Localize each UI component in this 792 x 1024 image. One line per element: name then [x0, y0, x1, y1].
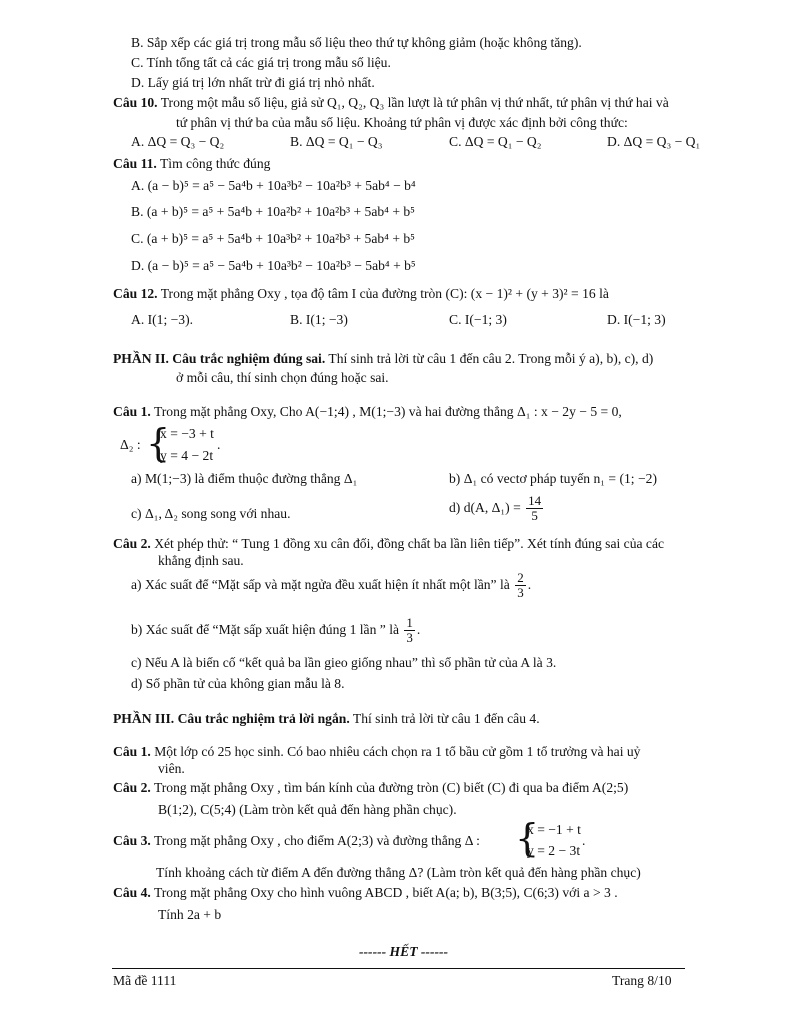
- p2q1-statement-c: c) Δ₁, Δ₂ song song với nhau.: [131, 506, 291, 521]
- p3-question-1-cont: viên.: [158, 761, 185, 776]
- fraction: [526, 494, 543, 524]
- question-label: Câu 3.: [113, 833, 151, 848]
- question-label: Câu 2.: [113, 780, 151, 795]
- q10-option-b: B. ΔQ = Q₁ − Q₃: [290, 134, 383, 149]
- question-label: Câu 1.: [113, 404, 151, 419]
- p2q1-statement-d: [449, 494, 545, 524]
- p2-question-2-cont: khẳng định sau.: [158, 553, 244, 568]
- question-label: Câu 10.: [113, 95, 158, 110]
- question-text: Xét phép thử: “ Tung 1 đồng xu cân đối, đồng chất ba lần liên tiếp”. Xét tính đúng sai của các: [154, 536, 665, 551]
- p2q2-statement-d: d) Số phần tử của không gian mẫu là 8.: [131, 676, 345, 691]
- denominator: 3: [517, 585, 524, 601]
- option-d-line: D. Lấy giá trị lớn nhất trừ đi giá trị nhỏ nhất.: [131, 75, 375, 90]
- p3-question-3: [113, 833, 480, 850]
- delta-end: .: [582, 833, 586, 848]
- question-text: Tìm công thức đúng: [159, 156, 271, 171]
- footer-page-number: Trang 8/10: [612, 973, 672, 988]
- part-title: PHẦN III. Câu trắc nghiệm trả lời ngắn.: [113, 711, 350, 726]
- question-11: [113, 156, 270, 173]
- system-brace: {: [515, 816, 540, 860]
- p3-question-4: [113, 885, 618, 902]
- delta2-eq2: y = 4 − 2t: [160, 448, 214, 463]
- question-label: Câu 1.: [113, 744, 151, 759]
- question-text: Trong mặt phẳng Oxy , cho điểm A(2;3) và đường thẳng Δ :: [153, 833, 480, 848]
- q11-option-b: B. (a + b)⁵ = a⁵ + 5a⁴b + 10a²b² + 10a²b³ + 5ab⁴ + b⁵: [131, 204, 415, 219]
- option-b-line: B. Sắp xếp các giá trị trong mẫu số liệu theo thứ tự không giảm (hoặc không tăng).: [131, 35, 582, 50]
- delta2-end: .: [217, 437, 221, 452]
- question-label: Câu 12.: [113, 286, 158, 301]
- p2-question-2: [113, 536, 664, 553]
- part-instructions: Thí sinh trả lời từ câu 1 đến câu 4.: [352, 711, 540, 726]
- question-12: [113, 286, 609, 303]
- question-text: Trong mặt phẳng Oxy, Cho A(−1;4) , M(1;−3) và hai đường thẳng Δ₁ : x − 2y − 5 = 0,: [153, 404, 622, 419]
- q10-option-c: C. ΔQ = Q₁ − Q₂: [449, 134, 542, 149]
- q11-option-c: C. (a + b)⁵ = a⁵ + 5a⁴b + 10a³b² + 10a²b³ + 5ab⁴ + b⁵: [131, 231, 415, 246]
- part2-instructions-cont: ở mỗi câu, thí sinh chọn đúng hoặc sai.: [176, 370, 389, 385]
- part-instructions: Thí sinh trả lời từ câu 1 đến câu 2. Trong mỗi ý a), b), c), d): [328, 351, 654, 366]
- question-text: Trong một mẫu số liệu, giả sử Q₁, Q₂, Q₃ lần lượt là tứ phân vị thứ nhất, tứ phân vị thứ hai và: [160, 95, 669, 110]
- p3-question-2: [113, 780, 628, 797]
- p3-question-4-cont: Tính 2a + b: [158, 907, 222, 922]
- statement-a-text: a) Xác suất để “Mặt sấp và mặt ngửa đều xuất hiện ít nhất một lần” là: [131, 576, 510, 592]
- question-text: Trong mặt phẳng Oxy , tọa độ tâm I của đường tròn (C): (x − 1)² + (y + 3)² = 16 là: [160, 286, 609, 301]
- end-mark: ------ HẾT ------: [359, 944, 449, 959]
- p3-question-3-cont: Tính khoảng cách từ điểm A đến đường thẳng Δ? (Làm tròn kết quả đến hàng phần chục): [156, 865, 641, 880]
- question-text: Trong mặt phẳng Oxy , tìm bán kính của đường tròn (C) biết (C) đi qua ba điểm A(2;5): [153, 780, 629, 795]
- p2-question-1: [113, 404, 622, 421]
- system-brace: {: [146, 421, 171, 465]
- fraction: [404, 616, 415, 646]
- numerator: 2: [517, 570, 524, 585]
- q10-option-d: D. ΔQ = Q₃ − Q₁: [607, 134, 701, 149]
- delta2-eq1: x = −3 + t: [160, 426, 214, 441]
- question-label: Câu 2.: [113, 536, 151, 551]
- denominator: 3: [406, 630, 413, 646]
- p3-question-2-cont: B(1;2), C(5;4) (Làm tròn kết quả đến hàng phần chục).: [158, 802, 457, 817]
- question-label: Câu 11.: [113, 156, 157, 171]
- q11-option-a: A. (a − b)⁵ = a⁵ − 5a⁴b + 10a³b² − 10a²b³ + 5ab⁴ − b⁴: [131, 178, 416, 193]
- part2-heading: [113, 351, 653, 368]
- question-10: [113, 95, 669, 112]
- q12-option-a: A. I(1; −3).: [131, 312, 194, 327]
- p2q2-statement-c: c) Nếu A là biến cố “kết quả ba lần gieo giống nhau” thì số phần tử của A là 3.: [131, 655, 557, 670]
- statement-d-text: d) d(A, Δ₁) =: [449, 499, 521, 515]
- option-c-line: C. Tính tổng tất cả các giá trị trong mẫu số liệu.: [131, 55, 391, 70]
- numerator: 1: [406, 615, 413, 630]
- part3-heading: [113, 711, 540, 728]
- fraction: [515, 571, 526, 601]
- p2q2-statement-a: a) Xác suất để “Mặt sấp và mặt ngửa đều xuất hiện ít nhất một lần” là $\frac{2}{3}$ .: [131, 570, 532, 601]
- q12-option-d: D. I(−1; 3): [607, 312, 666, 327]
- p2q1-statement-a: a) M(1;−3) là điểm thuộc đường thẳng Δ₁: [131, 471, 358, 486]
- question-10-cont: tứ phân vị thứ ba của mẫu số liệu. Khoảng tứ phân vị được xác định bởi công thức:: [176, 115, 628, 130]
- denominator: 5: [531, 508, 538, 524]
- q12-option-c: C. I(−1; 3): [449, 312, 507, 327]
- delta2-label: Δ₂ :: [120, 437, 141, 452]
- question-text: Trong mặt phẳng Oxy cho hình vuông ABCD , biết A(a; b), B(3;5), C(6;3) với a > 3 .: [153, 885, 618, 900]
- p2q1-statement-b: b) Δ₁ có vectơ pháp tuyến n₁ = (1; −2): [449, 471, 657, 486]
- q12-option-b: B. I(1; −3): [290, 312, 348, 327]
- numerator: 14: [528, 493, 542, 508]
- footer-divider: [112, 968, 685, 969]
- delta-eq1: x = −1 + t: [527, 822, 581, 837]
- statement-b-text: b) Xác suất để “Mặt sấp xuất hiện đúng 1 lần ” là: [131, 621, 400, 637]
- part-title: PHẦN II. Câu trắc nghiệm đúng sai.: [113, 351, 326, 366]
- q10-option-a: A. ΔQ = Q₃ − Q₂: [131, 134, 225, 149]
- q11-option-d: D. (a − b)⁵ = a⁵ − 5a⁴b + 10a³b² − 10a²b³ − 5ab⁴ + b⁵: [131, 258, 416, 273]
- p2q2-statement-b: b) Xác suất để “Mặt sấp xuất hiện đúng 1 lần ” là $\frac{1}{3}$ .: [131, 615, 421, 646]
- question-label: Câu 4.: [113, 885, 151, 900]
- footer-exam-code: Mã đề 1111: [113, 973, 177, 988]
- question-text: Một lớp có 25 học sinh. Có bao nhiêu cách chọn ra 1 tổ bầu cử gồm 1 tổ trưởng và hai uỷ: [154, 744, 641, 759]
- p3-question-1: [113, 744, 640, 761]
- delta-eq2: y = 2 − 3t: [527, 843, 581, 858]
